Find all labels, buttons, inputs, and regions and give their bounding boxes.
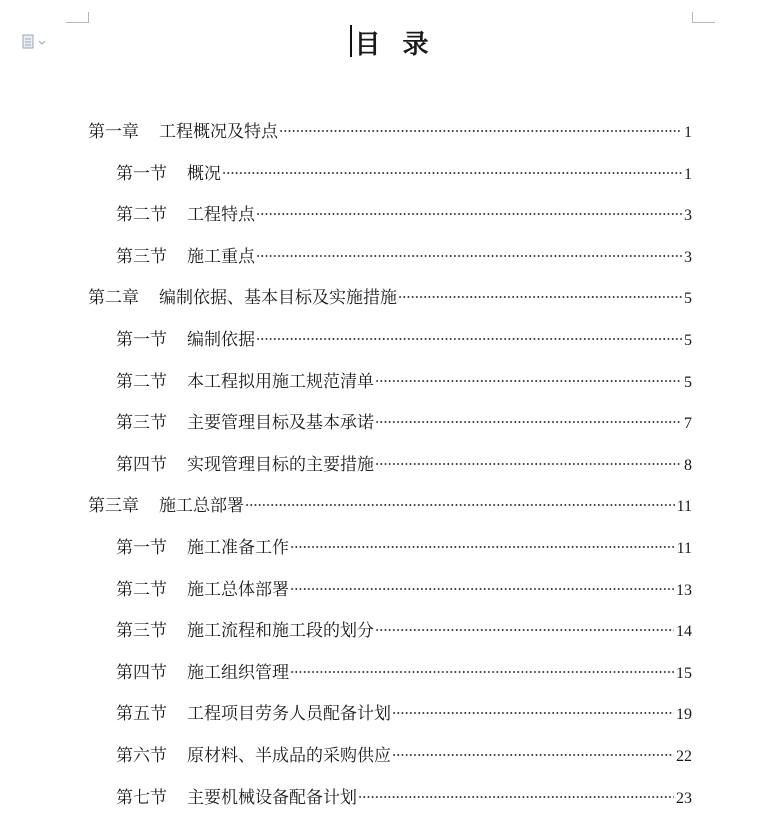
toc-entry-title: 施工组织管理 <box>187 662 289 683</box>
toc-entry-number: 第一章 <box>88 122 139 142</box>
toc-page-number: 23 <box>676 789 692 807</box>
toc-entry-title: 施工流程和施工段的划分 <box>187 621 374 642</box>
toc-section-entry[interactable] <box>116 654 692 683</box>
toc-chapter-entry[interactable] <box>88 113 692 142</box>
toc-section-entry[interactable] <box>116 779 692 808</box>
toc-page-number: 7 <box>684 415 692 433</box>
toc-page-number: 3 <box>684 207 692 225</box>
toc-dot-leader <box>358 779 674 803</box>
toc-entry-title: 编制依据、基本目标及实施措施 <box>159 288 397 309</box>
toc-dot-leader <box>392 695 674 719</box>
toc-entry-number: 第四节 <box>116 454 167 475</box>
toc-dot-leader <box>290 571 674 595</box>
toc-dot-leader <box>375 446 682 470</box>
toc-section-entry[interactable] <box>116 446 692 475</box>
toc-entry-number: 第三章 <box>88 496 139 517</box>
toc-entry-number: 第七节 <box>116 787 167 808</box>
toc-page-number: 14 <box>676 623 692 641</box>
toc-section-entry[interactable] <box>116 196 692 226</box>
toc-section-entry[interactable] <box>116 155 692 184</box>
toc-page-number: 15 <box>676 664 692 682</box>
toc-page-number: 3 <box>684 248 692 266</box>
toc-entry-number: 第二章 <box>88 288 139 309</box>
toc-dot-leader <box>279 113 682 137</box>
toc-entry-title: 主要机械设备配备计划 <box>187 787 357 808</box>
toc-dot-leader <box>222 155 682 179</box>
toc-entry-number: 第二节 <box>116 371 167 392</box>
toc-dot-leader <box>375 404 682 428</box>
toc-section-entry[interactable] <box>116 363 692 392</box>
toc-entry-number: 第四节 <box>116 662 167 683</box>
toc-page-number: 13 <box>676 581 692 599</box>
toc-section-entry[interactable] <box>116 321 692 350</box>
toc-section-entry[interactable] <box>116 571 692 600</box>
toc-dot-leader <box>290 529 675 553</box>
toc-dot-leader <box>256 196 682 220</box>
toc-entry-title: 施工总体部署 <box>187 579 289 600</box>
toc-page-number: 11 <box>676 498 692 516</box>
toc-entry-title: 主要管理目标及基本承诺 <box>187 413 374 434</box>
toc-entry-number: 第六节 <box>116 746 167 766</box>
toc-page-number: 5 <box>684 332 692 349</box>
toc-entry-title: 工程特点 <box>187 205 255 226</box>
toc-dot-leader <box>392 737 674 761</box>
toc-entry-number: 第三节 <box>116 621 167 642</box>
title-row <box>0 24 779 61</box>
toc-section-entry[interactable] <box>116 404 692 434</box>
toc-section-entry[interactable] <box>116 238 692 267</box>
toc-entry-title: 本工程拟用施工规范清单 <box>187 371 374 392</box>
toc-entry-title: 施工重点 <box>187 246 255 267</box>
toc-dot-leader <box>256 238 682 262</box>
toc-entry-title: 原材料、半成品的采购供应 <box>187 746 391 766</box>
toc-entry-number: 第一节 <box>116 330 167 350</box>
toc-dot-leader <box>245 487 675 511</box>
toc-page-number: 19 <box>676 706 692 724</box>
toc-dot-leader <box>398 279 682 303</box>
toc-entry-title: 施工总部署 <box>159 496 244 517</box>
toc-entry-title: 编制依据 <box>187 330 255 350</box>
toc-section-entry[interactable] <box>116 612 692 642</box>
toc-entry-number: 第一节 <box>116 163 167 184</box>
toc-page-number: 8 <box>684 456 692 474</box>
page-title: 目录 <box>354 30 451 60</box>
toc-section-entry[interactable] <box>116 695 692 725</box>
toc-page-number: 22 <box>676 748 692 765</box>
toc-entry-title: 工程项目劳务人员配备计划 <box>187 704 391 725</box>
toc-section-entry[interactable] <box>116 737 692 766</box>
toc-dot-leader <box>375 612 674 636</box>
toc-entry-title: 概况 <box>187 163 221 184</box>
toc-chapter-entry[interactable] <box>88 487 692 517</box>
toc-page-number: 5 <box>684 373 692 391</box>
toc-dot-leader <box>375 363 682 387</box>
toc-page-number: 1 <box>684 124 692 141</box>
toc-entry-number: 第二节 <box>116 579 167 600</box>
text-cursor <box>350 25 352 57</box>
toc-entry-number: 第三节 <box>116 246 167 267</box>
toc-chapter-entry[interactable] <box>88 279 692 309</box>
toc-entry-number: 第一节 <box>116 538 167 558</box>
toc-page-number: 5 <box>684 290 692 308</box>
toc-entry-title: 工程概况及特点 <box>159 122 278 142</box>
toc-entry-number: 第二节 <box>116 205 167 226</box>
toc-page-number: 11 <box>676 540 692 557</box>
toc-entry-number: 第三节 <box>116 413 167 434</box>
toc-dot-leader <box>290 654 674 678</box>
toc-entry-title: 施工准备工作 <box>187 538 289 558</box>
toc-entry-title: 实现管理目标的主要措施 <box>187 454 374 475</box>
crop-mark-top-right <box>692 12 715 23</box>
crop-mark-top-left <box>66 12 89 23</box>
toc-dot-leader <box>256 321 682 345</box>
toc-section-entry[interactable] <box>116 529 692 558</box>
toc-page-number: 1 <box>684 165 692 183</box>
toc-entry-number: 第五节 <box>116 704 167 725</box>
